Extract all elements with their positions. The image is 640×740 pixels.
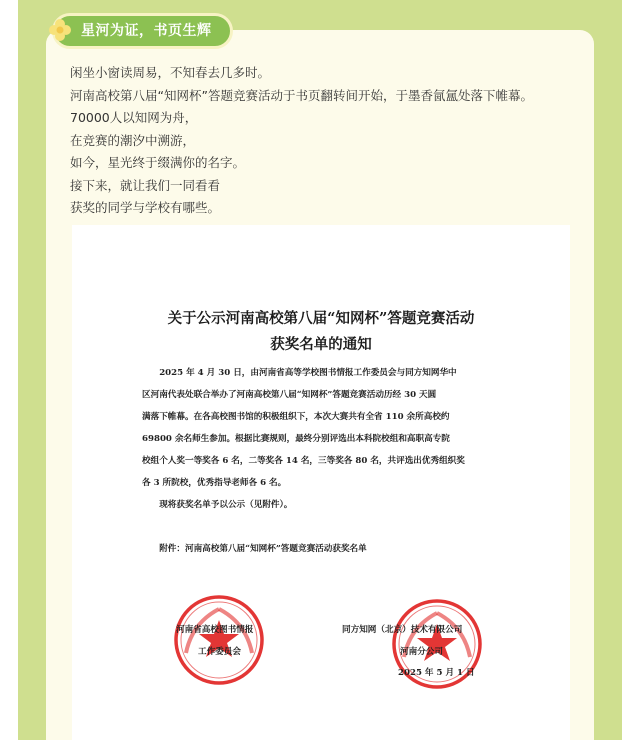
notice-title-line1: 关于公示河南高校第八届“知网杯”答题竞赛活动 xyxy=(167,310,475,327)
intro-line: 如今，星光终于缀满你的名字。 xyxy=(70,155,246,170)
intro-text xyxy=(70,62,590,220)
intro-line: 在竞赛的潮汐中溯游， xyxy=(70,132,196,148)
notice-document-image xyxy=(72,225,570,740)
notice-paragraph-line: 满落下帷幕。在各高校图书馆的积极组织下，本次大赛共有全省 110 余所高校约 xyxy=(142,412,450,422)
intro-line: 70000人以知网为舟， xyxy=(70,110,198,125)
intro-line: 河南高校第八届“知网杯”答题竞赛活动于书页翻转间开始，于墨香氤氲处落下帷幕。 xyxy=(70,87,533,103)
signer-right-line1: 同方知网（北京）技术有限公司 xyxy=(342,625,463,635)
notice-attachment: 附件：河南高校第八届“知网杯”答题竞赛活动获奖名单 xyxy=(159,544,367,554)
flower-icon xyxy=(48,18,72,42)
notice-list-note: 现将获奖名单予以公示（见附件）。 xyxy=(159,500,293,510)
signer-right-line2: 河南分公司 xyxy=(400,647,443,657)
notice-title-line2: 获奖名单的通知 xyxy=(270,336,372,353)
notice-paragraph-line: 区河南代表处联合举办了河南高校第八届“知网杯”答题竞赛活动历经 30 天圆 xyxy=(142,390,437,400)
signer-left-line2: 工作委员会 xyxy=(198,647,241,657)
notice-body xyxy=(142,362,518,560)
signer-left-line1: 河南省高校图书情报 xyxy=(176,625,254,635)
notice-paragraph-line: 69800 余名师生参加。根据比赛规则，最终分别评选出本科院校组和高职高专院 xyxy=(142,434,450,444)
official-seal-left xyxy=(172,593,266,687)
notice-date: 2025 年 5 月 1 日 xyxy=(398,668,475,678)
intro-line: 闲坐小窗读周易，不知春去几多时。 xyxy=(70,65,271,80)
notice-paragraph-line: 校组个人奖一等奖各 6 名，二等奖各 14 名，三等奖各 80 名，共评选出优秀组织奖 xyxy=(142,456,465,466)
intro-line: 接下来，就让我们一同看看 xyxy=(70,177,221,193)
section-tag: 星河为证，书页生辉 xyxy=(52,13,233,49)
notice-paragraph-line: 2025 年 4 月 30 日，由河南省高等学校图书情报工作委员会与同方知网华中 xyxy=(159,368,457,378)
notice-paragraph-line: 各 3 所院校，优秀指导老师各 6 名。 xyxy=(142,478,287,488)
intro-line: 获奖的同学与学校有哪些。 xyxy=(70,200,221,215)
